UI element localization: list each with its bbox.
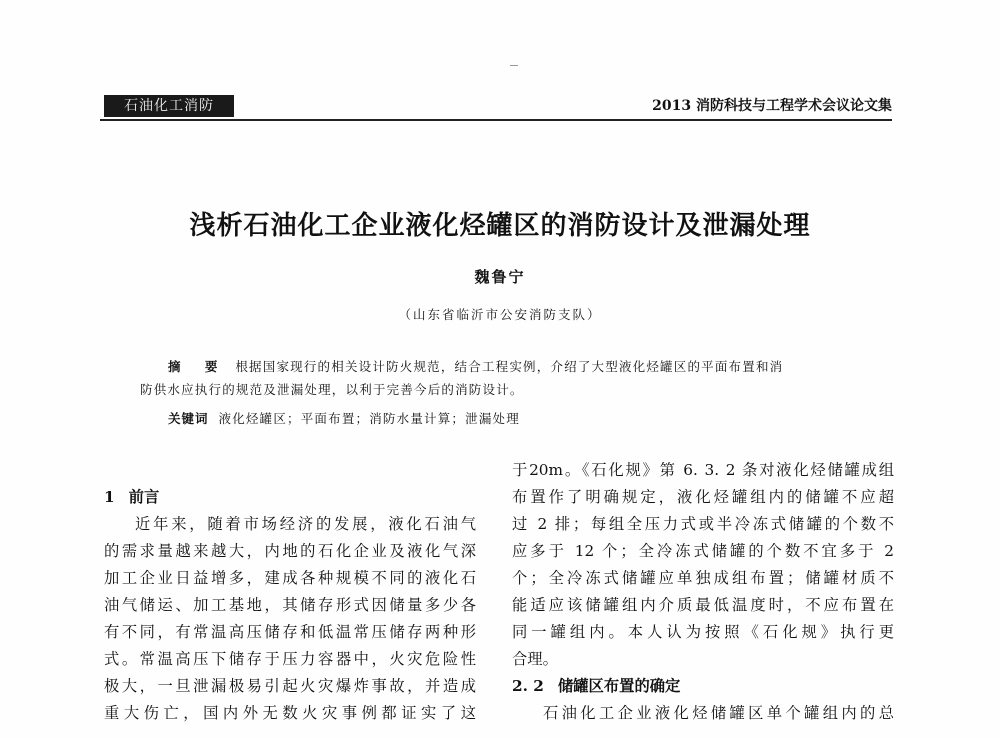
author-name: 魏鲁宁 <box>474 268 526 286</box>
keywords <box>168 409 520 427</box>
body-line: 个；全冷冻式储罐应单独成组布置；储罐材质不 <box>512 569 894 587</box>
body-line: 同一罐组内。本人认为按照《石化规》执行更 <box>512 623 894 641</box>
body-line: 石油化工企业液化烃储罐区单个罐组内的总 <box>543 704 894 722</box>
body-line: 油气储运、加工基地，其储存形式因储量多少各 <box>104 596 476 614</box>
author-affiliation: （山东省临沂市公安消防支队） <box>398 307 602 322</box>
abstract-line-1 <box>140 355 860 378</box>
body-line: 合理。 <box>512 650 558 668</box>
body-line: 近年来，随着市场经济的发展，液化石油气 <box>135 515 476 533</box>
body-line: 能适应该储罐组内介质最低温度时，不应布置在 <box>512 596 894 614</box>
journal-title: 2013 消防科技与工程学术会议论文集 <box>652 98 892 114</box>
body-line: 过 2 排；每组全压力式或半冷冻式储罐的个数不 <box>512 515 894 533</box>
body-line: 式。常温高压下储存于压力容器中，火灾危险性 <box>104 650 476 668</box>
body-line: 重大伤亡，国内外无数火灾事例都证实了这 <box>104 704 476 722</box>
body-line: 加工企业日益增多，建成各种规模不同的液化石 <box>104 569 476 587</box>
section-1-number: 1 <box>104 488 115 506</box>
body-line: 应多于 12 个；全冷冻式储罐的个数不宜多于 2 <box>512 542 894 560</box>
paper-title: 浅析石油化工企业液化烃罐区的消防设计及泄漏处理 <box>189 211 811 241</box>
section-2-2-number: 2. 2 <box>512 677 544 695</box>
body-line: 于20m。《石化规》第 6. 3. 2 条对液化烃储罐成组 <box>512 461 894 479</box>
left-column <box>104 484 476 727</box>
body-line: 的需求量越来越大，内地的石化企业及液化气深 <box>104 542 476 560</box>
right-column <box>512 457 894 727</box>
series-label-banner: 石油化工消防 <box>104 95 234 117</box>
section-2-2-heading <box>512 673 894 700</box>
section-1-heading <box>104 484 476 511</box>
section-1-title: 前言 <box>128 488 160 506</box>
body-line: 布置作了明确规定，液化烃罐组内的储罐不应超 <box>512 488 894 506</box>
body-line: 极大，一旦泄漏极易引起火灾爆炸事故，并造成 <box>104 677 476 695</box>
abstract <box>140 355 860 401</box>
body-line: 有不同，有常温高压储存和低温常压储存两种形 <box>104 623 476 641</box>
keywords-label: 关键词 <box>168 411 209 426</box>
header-divider <box>100 119 892 121</box>
abstract-line-2: 防供水应执行的规范及泄漏处理，以利于完善今后的消防设计。 <box>140 382 524 397</box>
abstract-text-1: 根据国家现行的相关设计防火规范，结合工程实例，介绍了大型液化烃罐区的平面布置和消 <box>235 359 784 374</box>
keywords-text: 液化烃罐区；平面布置；消防水量计算；泄漏处理 <box>218 411 520 426</box>
abstract-label: 摘 要 <box>168 359 228 374</box>
section-2-2-title: 储罐区布置的确定 <box>557 677 681 695</box>
scan-mark <box>510 65 518 66</box>
